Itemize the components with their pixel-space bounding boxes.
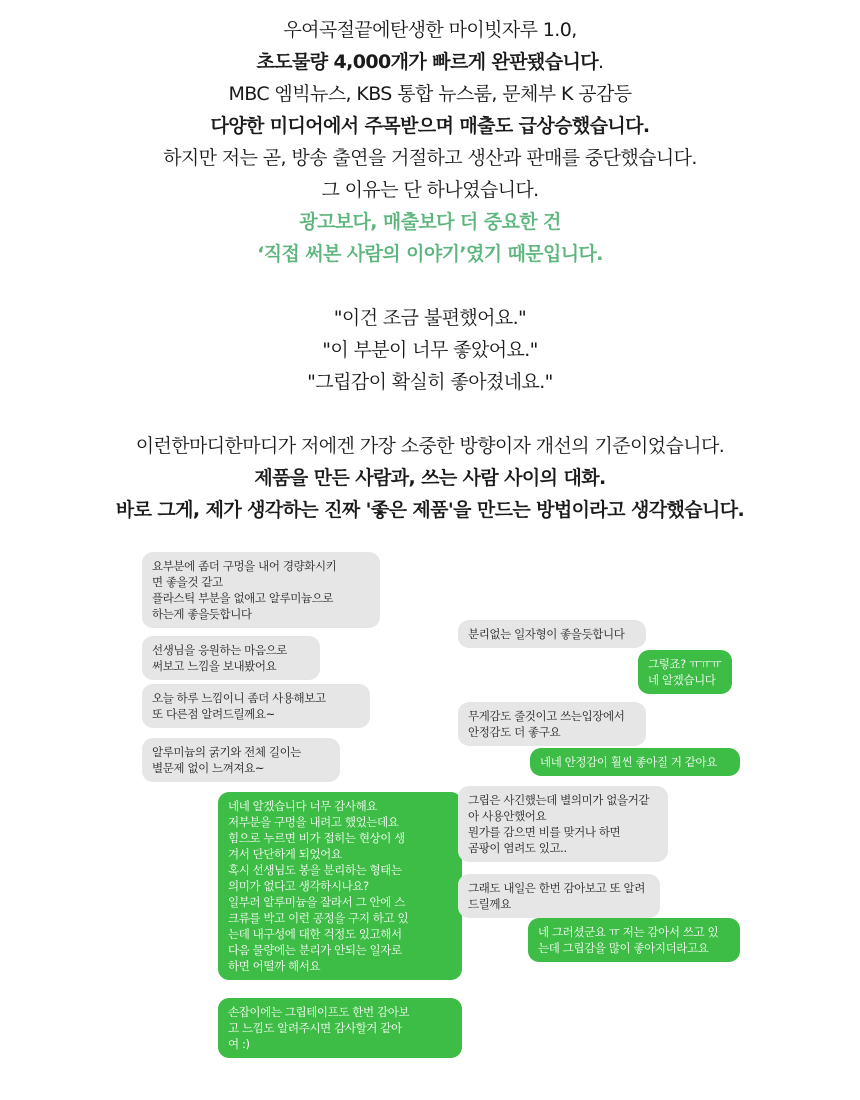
quote-3: "그립감이 확실히 좋아졌네요." [307,371,553,393]
spacer [0,270,860,302]
spacer [0,398,860,430]
chat-bubble-received: 오늘 하루 느낌이니 좀더 사용해보고 또 다른점 알려드릴께요~ [142,684,370,728]
chat-bubble-sent: 그렇죠? ㅠㅠㅠ 네 알겠습니다 [638,650,732,694]
intro-text [0,14,860,526]
intro-line-10: 제품을 만든 사람과, 쓰는 사람 사이의 대화. [254,467,606,489]
chat-bubble-sent: 네네 알겠습니다 너무 감사해요 저부분을 구멍을 내려고 했었는데요 힘으로 누르면 비가 접히는 현상이 생 겨서 단단하게 되었어요 혹시 선생님도 봉을 분리하는 형태는 의미가 없다고 생각하시나요? 일부러 알루미늄을 잘라서 그 안에 스 크류를 박고 이런 공정을 구지 하고 있 는데 내구성에 대한 걱정도 있고해서 다음 물량에는 분리가 안되는 일자로 하면 어떨까 해서요 [218,792,462,980]
intro-line-2 [0,46,860,78]
chat-bubble-received: 분리없는 일자형이 좋을듯합니다 [458,620,646,648]
highlight-line-1: 광고보다, 매출보다 더 중요한 건 [299,211,561,233]
chat-bubble-received: 그래도 내일은 한번 감아보고 또 알려 드릴께요 [458,874,660,918]
chat-bubble-sent: 네 그러셨군요 ㅠ 저는 감아서 쓰고 있 는데 그립감을 많이 좋아지더라고요 [528,918,740,962]
quote-1: "이건 조금 불편했어요." [333,307,527,329]
chat-bubble-received: 선생님을 응원하는 마음으로 써보고 느낌을 보내봤어요 [142,636,320,680]
chat-bubble-sent: 네네 안정감이 훨씬 좋아질 거 같아요 [530,748,740,776]
intro-line-11: 바로 그게, 제가 생각하는 진짜 '좋은 제품'을 만드는 방법이라고 생각했습니다. [115,499,745,521]
intro-line-9: 이런한마디한마디가 저에겐 가장 소중한 방향이자 개선의 기준이었습니다. [135,435,725,457]
intro-line-1: 우여곡절끝에탄생한 마이빗자루 1.0, [283,19,577,41]
chat-bubble-sent: 손잡이에는 그립테이프도 한번 감아보 고 느낌도 알려주시면 감사할거 같아 여 :) [218,998,462,1058]
intro-line-2-period: . [598,51,604,73]
quote-2: "이 부분이 너무 좋았어요." [322,339,538,361]
intro-line-5: 하지만 저는 곧, 방송 출연을 거절하고 생산과 판매를 중단했습니다. [163,147,697,169]
intro-line-6: 그 이유는 단 하나였습니다. [321,179,539,201]
chat-bubble-received: 알루미늄의 굵기와 전체 길이는 별문제 없이 느껴져요~ [142,738,340,782]
chat-screenshot [130,540,750,1060]
highlight-line-2: ‘직접 써본 사람의 이야기’였기 때문입니다. [257,243,603,265]
chat-bubble-received: 그립은 사긴했는데 별의미가 없을거같 아 사용안했어요 뭔가를 감으면 비를 맞거나 하면 곰팡이 염려도 있고.. [458,786,668,862]
chat-bubble-received: 무게감도 줄것이고 쓰는입장에서 안정감도 더 좋구요 [458,702,646,746]
intro-line-4: 다양한 미디어에서 주목받으며 매출도 급상승했습니다. [210,115,650,137]
intro-line-2-bold: 초도물량 4,000개가 빠르게 완판됐습니다 [256,51,598,73]
intro-line-3: MBC 엠빅뉴스, KBS 통합 뉴스룸, 문체부 K 공감등 [228,83,632,105]
chat-bubble-received: 요부분에 좀더 구멍을 내어 경량화시키 면 좋을것 같고 플라스틱 부분을 없애고 알루미늄으로 하는게 좋을듯합니다 [142,552,380,628]
